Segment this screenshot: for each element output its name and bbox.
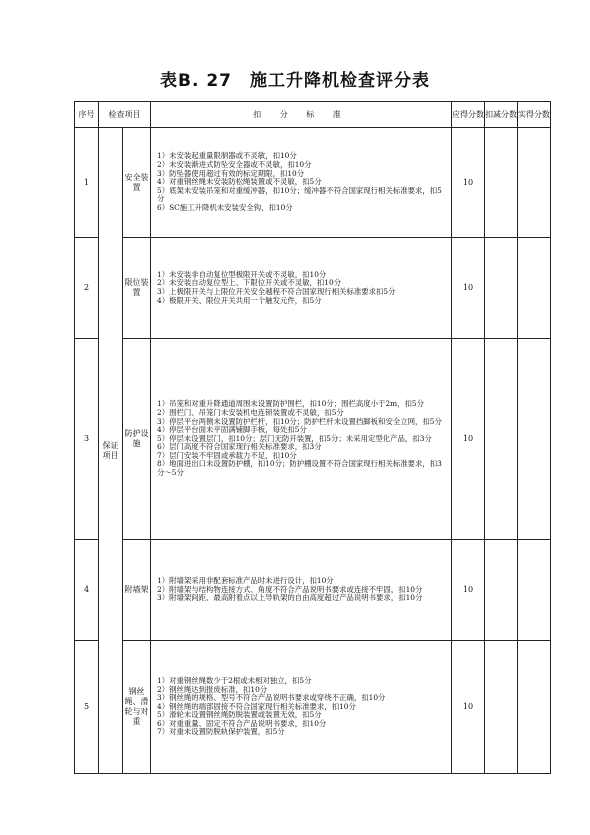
criteria-line: 3）停层平台两侧未设置防护栏杆，扣10分；防护栏杆未设置挡脚板和安全立网，扣5分 xyxy=(157,416,442,426)
row-item: 安全装置 xyxy=(123,128,151,238)
table-row xyxy=(75,238,551,339)
table-row xyxy=(75,128,551,238)
deduct-score[interactable] xyxy=(485,339,518,540)
table-row xyxy=(75,540,551,641)
criteria-line: 3）附墙架间距、最高附着点以上导轨架的自由高度超过产品说明书要求，扣10分 xyxy=(157,593,423,603)
header-deduct: 扣减分数 xyxy=(485,102,518,128)
criteria-line: 1）对重钢丝绳数少于2根或未相对独立，扣5分 xyxy=(157,675,312,685)
header-item: 检查项目 xyxy=(99,102,151,128)
actual-score[interactable] xyxy=(518,339,551,540)
row-item: 钢丝绳、滑轮与对重 xyxy=(123,641,151,774)
row-criteria xyxy=(151,540,452,641)
row-no: 1 xyxy=(75,128,99,238)
deduct-score[interactable] xyxy=(485,128,518,238)
criteria-line: 4）对重钢丝绳未安装防松绳装置或不灵敏，扣5分 xyxy=(157,177,322,187)
criteria-line: 6）对重重量、固定不符合产品说明书要求，扣10分 xyxy=(157,718,327,728)
row-no: 5 xyxy=(75,641,99,774)
criteria-line: 1）未安装起重量限制器或不灵敏，扣10分 xyxy=(157,151,297,161)
criteria-line: 4）极限开关、限位开关共用一个触发元件，扣5分 xyxy=(157,295,322,305)
criteria-line: 8）地面进出口未设置防护棚，扣10分；防护棚设置不符合国家现行相关标准要求，扣3分～5分 xyxy=(157,459,442,478)
criteria-line: 4）停层平台面未平固满铺脚手板，每处扣5分 xyxy=(157,425,307,435)
criteria-line: 7）层门安装不牢固或承载力不足，扣10分 xyxy=(157,450,297,460)
criteria-line: 1）吊笼和对重升降通道周围未设置防护围栏，扣10分；围栏高度小于2m，扣5分 xyxy=(157,399,425,409)
deduct-score[interactable] xyxy=(485,238,518,339)
criteria-line: 2）钢丝绳达到报废标准，扣10分 xyxy=(157,684,268,694)
criteria-line: 5）停层未设置层门，扣10分；层门无防开装置，扣5分；未采用定型化产品，扣3分 xyxy=(157,433,432,443)
actual-score[interactable] xyxy=(518,128,551,238)
row-item: 防护设施 xyxy=(123,339,151,540)
due-score: 10 xyxy=(452,238,485,339)
due-score: 10 xyxy=(452,540,485,641)
table-row xyxy=(75,641,551,774)
actual-score[interactable] xyxy=(518,540,551,641)
due-score: 10 xyxy=(452,641,485,774)
criteria-line: 1）未安装非自动复位型极限开关或不灵敏，扣10分 xyxy=(157,269,327,279)
due-score: 10 xyxy=(452,128,485,238)
criteria-line: 7）对重未设置防脱轨保护装置，扣5分 xyxy=(157,727,285,737)
row-no: 4 xyxy=(75,540,99,641)
criteria-line: 2）未安装自动复位型上、下限位开关或不灵敏，扣10分 xyxy=(157,278,342,288)
row-criteria xyxy=(151,128,452,238)
deduct-score[interactable] xyxy=(485,641,518,774)
row-no: 3 xyxy=(75,339,99,540)
header-actual: 实得分数 xyxy=(518,102,551,128)
criteria-line: 1）附墙架采用非配套标准产品时未进行设计，扣10分 xyxy=(157,576,334,586)
deduct-score[interactable] xyxy=(485,540,518,641)
criteria-line: 3）钢丝绳的规格、型号不符合产品说明书要求或穿绕不正确，扣10分 xyxy=(157,693,386,703)
table-row xyxy=(75,339,551,540)
criteria-line: 6）SC施工升降机未安装安全钩，扣10分 xyxy=(157,202,293,212)
header-no: 序号 xyxy=(75,102,99,128)
criteria-line: 5）底架未安装吊笼和对重缓冲器，扣10分；缓冲器不符合国家现行相关标准要求，扣5分 xyxy=(157,185,442,204)
header-row xyxy=(75,102,551,128)
actual-score[interactable] xyxy=(518,238,551,339)
row-criteria xyxy=(151,238,452,339)
criteria-line: 2）围栏门、吊笼门未安装机电连锁装置或不灵敏，扣5分 xyxy=(157,407,344,417)
header-due: 应得分数 xyxy=(452,102,485,128)
row-criteria xyxy=(151,339,452,540)
header-criteria: 扣 分 标 准 xyxy=(151,102,452,128)
table-title: 表B. 27 施工升降机检查评分表 xyxy=(160,71,430,91)
criteria-line: 3）防坠器使用超过有效的标定期限，扣10分 xyxy=(157,168,305,178)
row-criteria xyxy=(151,641,452,774)
criteria-line: 3）上极限开关与上限位开关安全越程不符合国家现行相关标准要求扣5分 xyxy=(157,287,396,296)
actual-score[interactable] xyxy=(518,641,551,774)
criteria-line: 4）钢丝绳的端部固接不符合国家现行相关标准要求，扣10分 xyxy=(157,701,356,711)
category-cell: 保证项目 xyxy=(99,128,123,774)
criteria-line: 5）滑轮未设置钢丝绳防脱装置或装置无效，扣5分 xyxy=(157,710,322,720)
criteria-line: 2）未安装渐进式防坠安全器或不灵敏，扣10分 xyxy=(157,160,312,170)
criteria-line: 2）附墙架与结构物连接方式、角度不符合产品说明书要求或连接不牢固，扣10分 xyxy=(157,584,423,594)
criteria-line: 6）层门高度不符合国家现行相关标准要求，扣3分 xyxy=(157,442,322,452)
due-score: 10 xyxy=(452,339,485,540)
inspection-score-table xyxy=(74,101,551,774)
row-item: 限位装置 xyxy=(123,238,151,339)
row-no: 2 xyxy=(75,238,99,339)
row-item: 附墙架 xyxy=(123,540,151,641)
